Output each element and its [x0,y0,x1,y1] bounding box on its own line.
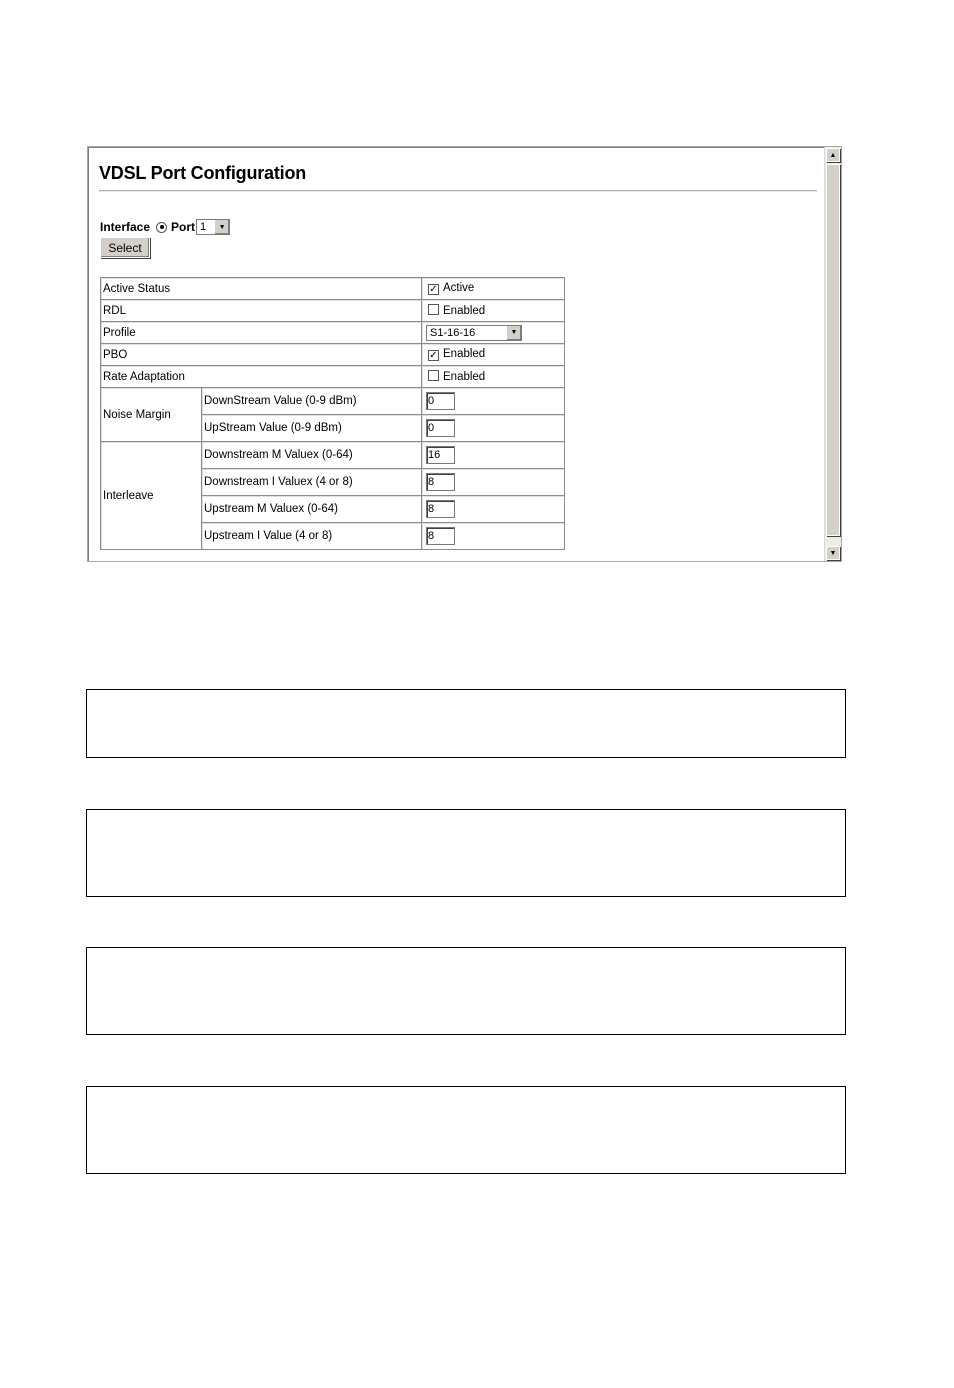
port-select[interactable] [196,219,230,235]
field-cell [422,496,565,523]
noise-downstream-input[interactable] [426,392,455,410]
field-label: DownStream Value (0-9 dBm) [202,388,422,415]
port-select-value: 1 [200,221,207,233]
checkbox-label: Active [443,282,475,294]
profile-cell [422,322,565,344]
pbo-checkbox[interactable]: ✓ [429,350,438,361]
table-row-rate-adaptation [101,366,565,388]
scroll-thumb[interactable] [826,164,840,536]
profile-select-value: S1-16-16 [430,326,476,339]
checkbox-label: Enabled [443,371,486,383]
active-status-checkbox[interactable]: ✓ [429,284,438,295]
field-cell [422,388,565,415]
empty-box-3 [86,947,846,1035]
vertical-scrollbar[interactable] [824,147,841,561]
port-label: Port [171,220,196,234]
empty-box-2 [86,809,846,897]
table-row-profile [101,322,565,344]
table-row-rdl [101,300,565,322]
row-label: PBO [101,344,422,366]
window-content [88,147,824,561]
noise-margin-label: Noise Margin [101,388,202,442]
upstream-m-input[interactable] [426,500,455,518]
chevron-down-icon[interactable]: ▼ [506,326,521,340]
interface-row [100,219,230,235]
field-label: Downstream I Valuex (4 or 8) [202,469,422,496]
row-label: Profile [101,322,422,344]
table-row-active-status [101,278,565,300]
interface-label: Interface [100,220,151,234]
field-cell [422,415,565,442]
field-cell [422,442,565,469]
downstream-i-input[interactable] [426,473,455,491]
upstream-i-input[interactable] [426,527,455,545]
page-title: VDSL Port Configuration [99,163,307,183]
config-table [100,277,565,550]
rate-adaptation-checkbox[interactable] [428,370,439,381]
empty-box-1 [86,689,846,758]
row-label: Rate Adaptation [101,366,422,388]
pbo-cell [422,344,565,366]
field-label: Upstream M Valuex (0-64) [202,496,422,523]
select-button[interactable]: Select [100,237,150,258]
empty-box-4 [86,1086,846,1174]
field-cell [422,523,565,550]
title-divider [99,190,817,192]
noise-upstream-input[interactable] [426,419,455,437]
field-label: Downstream M Valuex (0-64) [202,442,422,469]
scroll-up-icon[interactable]: ▲ [826,148,840,162]
table-row-noise-downstream [101,388,565,415]
rdl-checkbox[interactable] [428,304,439,315]
rdl-cell [422,300,565,322]
field-label: UpStream Value (0-9 dBm) [202,415,422,442]
config-window [87,146,842,562]
interleave-label: Interleave [101,442,202,550]
table-row-pbo [101,344,565,366]
field-cell [422,469,565,496]
profile-select[interactable] [426,325,522,341]
rate-adaptation-cell [422,366,565,388]
checkbox-label: Enabled [443,348,486,360]
row-label: Active Status [101,278,422,300]
checkbox-label: Enabled [443,305,486,317]
chevron-down-icon[interactable]: ▼ [214,220,229,234]
downstream-m-input[interactable] [426,446,455,464]
field-label: Upstream I Value (4 or 8) [202,523,422,550]
port-radio[interactable] [156,222,167,233]
scroll-down-icon[interactable]: ▼ [826,546,840,560]
active-status-cell [422,278,565,300]
row-label: RDL [101,300,422,322]
table-row-interleave-ds-m [101,442,565,469]
